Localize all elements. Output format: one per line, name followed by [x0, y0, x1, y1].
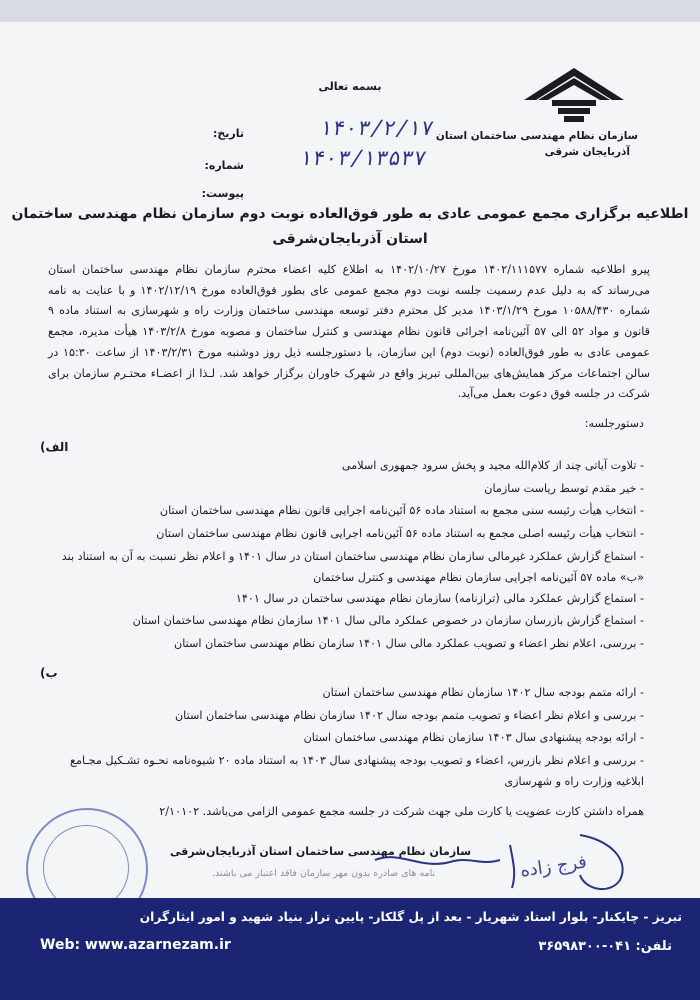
agenda-item: - خیر مقدم توسط ریاست سازمان [484, 481, 644, 495]
notice-title-line2: استان آذربایجان‌شرقی [272, 231, 428, 247]
closing-note-text: همراه داشتن کارت عضویت یا کارت ملی جهت شرکت در جلسه مجمع عمومی الزامی می‌باشد. [202, 805, 644, 818]
signature-org-name: سازمان نظام مهندسی ساختمان استان آذربایجان‌شرقی [170, 845, 472, 858]
notice-body: پیرو اطلاعیه شماره ۱۴۰۲/۱۱۱۵۷۷ مورخ ۱۴۰۲/۱۰/۲۷ به اطلاع کلیه اعضاء محترم سازمان نظام مهندسی ساختمان استان می‌رساند که به دلیل عدم رسمیت جلسه نوبت دوم مجمع عمومی عای بطور فوق‌العاده مورخ ۱۴۰۲/۱۲/۱۹ و با عنایت به نامه شماره ۱۰۵۸۸/۴۳۰ مورخ ۱۴۰۳/۱/۲۹ مدیر کل محترم دفتر توسعه مهندسی ساختمان وزارت راه و شهرسازی به استناد ماده ۹ قانون و مواد ۵۲ الی ۵۷ آئین‌نامه اجرائی قانون نظام مهندسی و کنترل ساختمان و مصوبه مورخ ۱۴۰۳/۲/۸ هیأت مدیره، مجمع عمومی عادی به طور فوق‌العاده (نوبت دوم) این سازمان، با دستورجلسه ذیل روز دوشنبه مورخ ۱۴۰۳/۲/۳۱ از ساعت ۱۵:۳۰ در سالن اجتماعات مرکز همایش‌های بین‌المللی تبریز واقع در شهرک خاوران برگزار خواهد شد. لـذا از اعضـاء محتـرم سازمان برای شرکت در جلسه فوق دعوت بعمل می‌آید. [48, 263, 650, 401]
agenda-item: - تلاوت آیاتی چند از کلام‌الله مجید و پخش سرود جمهوری اسلامی [341, 459, 644, 472]
agenda-item: - استماع گزارش عملکرد مالی (ترازنامه) سازمان نظام مهندسی ساختمان در سال ۱۴۰۱ [235, 591, 644, 605]
attachment-label: پیوست: [201, 187, 244, 200]
agenda-section-b [48, 682, 644, 792]
agenda-item: - انتخاب هیأت رئیسه سنی مجمع به استناد ماده ۵۶ آئین‌نامه اجرایی قانون نظام مهندسی ساختمان استان [159, 504, 644, 518]
section-b-label: ب) [40, 666, 58, 680]
signer-name: فرج زاده [518, 851, 589, 882]
number-value: ۱۴۰۳/۱۳۵۳۷ [297, 146, 429, 170]
section-a-label: الف) [40, 440, 69, 454]
agenda-item: - انتخاب هیأت رئیسه اصلی مجمع به استناد ماده ۵۶ آئین‌نامه اجرایی قانون نظام مهندسی ساختمان استان [156, 527, 644, 541]
number-label: شماره: [204, 159, 244, 172]
organization-logo-block [435, 60, 644, 190]
agenda-item: - بررسی و اعلام نظر بازرس، اعضاء و تصویب بودجه پیشنهادی سال ۱۴۰۳ به استناد ماده ۲۰ شیوه‌نامه نحـوه تشـکیل مجـامع ابلاغیه وزارت راه و شهرسازی [70, 754, 644, 789]
handwritten-signature-icon [280, 820, 660, 900]
footer-phone: تلفن: ۰۴۱-۳۶۵۹۸۳۰۰ [538, 939, 672, 954]
bismillah-heading: بسمه تعالی [318, 80, 382, 93]
scan-top-band [0, 0, 700, 22]
notice-title: اطلاعیه برگزاری مجمع عمومی عادی به طور فوق‌العاده نوبت دوم سازمان نظام مهندسی ساختمان [11, 206, 689, 222]
org-name-line2: آذربایجان شرقی [544, 146, 630, 158]
stamp-validity-note: نامه های صادره بدون مهر سازمان فاقد اعتبار می باشند. [212, 868, 436, 879]
letterhead-footer [0, 898, 700, 1000]
agenda-item: - استماع گزارش عملکرد غیرمالی سازمان نظام مهندسی ساختمان استان در سال ۱۴۰۱ و اعلام نظر نسبت به آن به استناد بند «ب» ماده ۵۷ آئین‌نامه اجرایی سازمان نظام مهندسی و کنترل ساختمان [61, 549, 644, 584]
closing-code: ۲/۱۰۱۰۲ [159, 805, 200, 818]
agenda-label: دستورجلسه: [584, 417, 644, 430]
agenda-item: - استماع گزارش بازرسان سازمان در خصوص عملکرد مالی سال ۱۴۰۱ سازمان نظام مهندسی ساختمان استان [132, 614, 644, 628]
footer-website: Web: www.azarnezam.ir [40, 937, 231, 953]
org-name-line1: سازمان نظام مهندسی ساختمان استان [435, 130, 638, 142]
date-value: ۱۴۰۳/۲/۱۷ [317, 116, 436, 140]
closing-note [159, 805, 644, 818]
agenda-item: - بررسی، اعلام نظر اعضاء و تصویب عملکرد مالی سال ۱۴۰۱ سازمان نظام مهندسی ساختمان استان [174, 637, 644, 651]
footer-address: تبریز - چایکنار- بلوار استاد شهریار - بعد از پل گلکار- پایین تراز بنیاد شهید و امور ایثارگران [139, 910, 682, 924]
building-logo-icon [514, 60, 634, 126]
agenda-item: - ارائه متمم بودجه سال ۱۴۰۲ سازمان نظام مهندسی ساختمان استان [322, 686, 644, 699]
date-label: تاریخ: [212, 127, 244, 140]
agenda-item: - ارائه بودجه پیشنهادی سال ۱۴۰۳ سازمان نظام مهندسی ساختمان استان [303, 731, 644, 745]
agenda-section-a [48, 455, 644, 656]
agenda-item: - بررسی و اعلام نظر اعضاء و تصویب متمم بودجه سال ۱۴۰۲ سازمان نظام مهندسی ساختمان استان [174, 708, 644, 722]
